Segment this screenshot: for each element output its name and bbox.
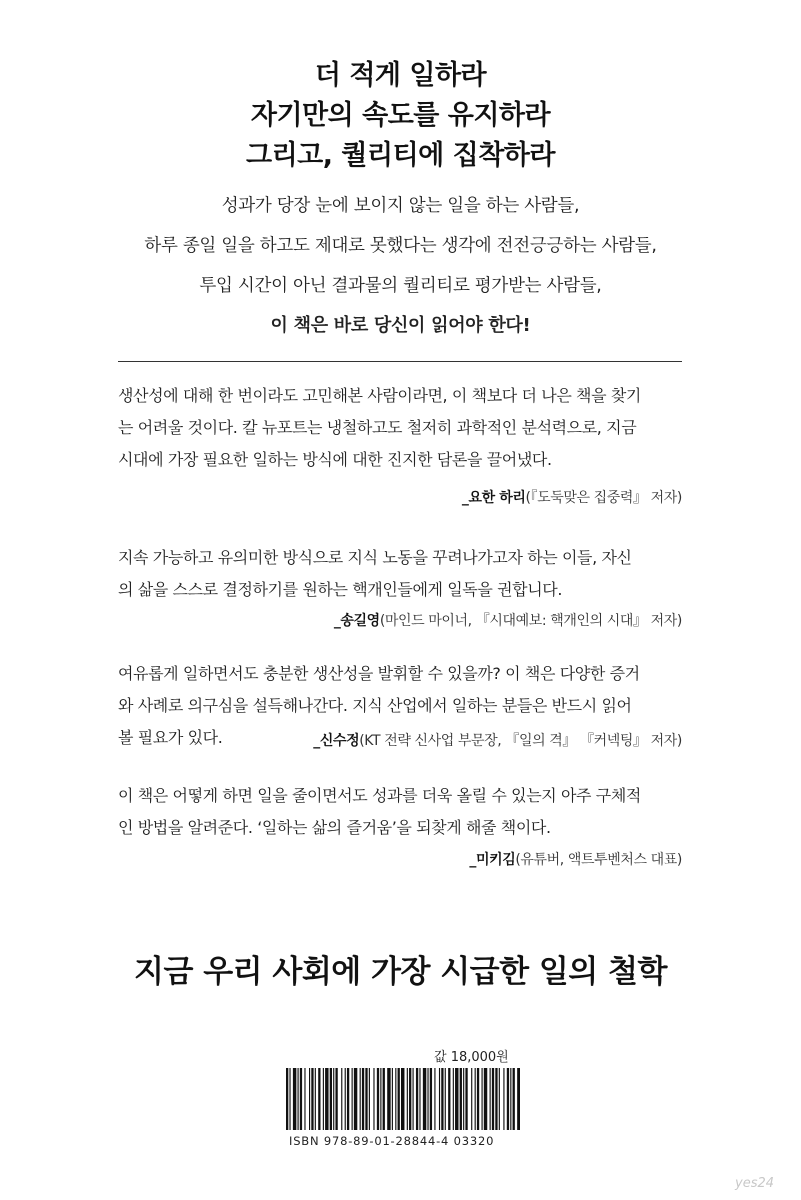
- barcode-bar: [471, 1068, 472, 1130]
- barcode-bar: [416, 1068, 418, 1130]
- barcode-bar: [499, 1068, 500, 1130]
- barcode-bar: [441, 1068, 443, 1130]
- barcode-bar: [304, 1068, 305, 1130]
- review-2-line-2: 의 삶을 스스로 결정하기를 원하는 핵개인들에게 일독을 권합니다.: [118, 580, 563, 599]
- review-4-credit: (유튜버, 액트투벤처스 대표): [515, 852, 682, 868]
- review-3-attribution: [313, 730, 682, 750]
- barcode-bar: [289, 1068, 290, 1130]
- barcode-bar: [377, 1068, 379, 1130]
- barcode-bar: [453, 1068, 454, 1130]
- barcode-bar: [309, 1068, 310, 1130]
- barcode-bar: [477, 1068, 479, 1130]
- barcode-bar: [311, 1068, 313, 1130]
- barcode-bar: [395, 1068, 396, 1130]
- barcode-bar: [439, 1068, 440, 1130]
- watermark: yes24: [735, 1176, 775, 1191]
- barcode-bar: [503, 1068, 504, 1130]
- barcode-bar: [407, 1068, 408, 1130]
- barcode-bar: [465, 1068, 467, 1130]
- barcode-bar: [286, 1068, 288, 1130]
- barcode-bar: [325, 1068, 328, 1130]
- review-4-attribution: [469, 849, 682, 869]
- barcode-bar: [330, 1068, 332, 1130]
- barcode-bar: [490, 1068, 491, 1130]
- barcode-bar: [434, 1068, 435, 1130]
- isbn-text: ISBN 978-89-01-28844-4 03320: [289, 1134, 495, 1148]
- barcode-bar: [419, 1068, 420, 1130]
- barcode-bar: [510, 1068, 511, 1130]
- barcode-bar: [345, 1068, 346, 1130]
- review-2-line-1: 지속 가능하고 유의미한 방식으로 지식 노동을 꾸려나가고자 하는 이들, 자신: [118, 548, 632, 567]
- barcode-bar: [460, 1068, 462, 1130]
- barcode-bar: [373, 1068, 374, 1130]
- barcode-bar: [362, 1068, 364, 1130]
- barcode-bar: [380, 1068, 381, 1130]
- headline-1: 더 적게 일하라: [314, 60, 487, 91]
- review-2: [118, 542, 682, 606]
- barcode-bar: [413, 1068, 414, 1130]
- headline-2: 자기만의 속도를 유지하라: [250, 100, 551, 131]
- barcode-bar: [445, 1068, 446, 1130]
- barcode-bar: [513, 1068, 515, 1130]
- price-label: 값 18,000원: [434, 1050, 509, 1065]
- barcode-bar: [360, 1068, 361, 1130]
- barcode-bar: [482, 1068, 483, 1130]
- barcode-bar: [300, 1068, 302, 1130]
- barcode-bar: [507, 1068, 509, 1130]
- review-1: [118, 380, 682, 476]
- barcode-bar: [517, 1068, 520, 1130]
- barcode-bar: [293, 1068, 296, 1130]
- barcode-bar: [392, 1068, 393, 1130]
- review-1-line-1: 생산성에 대해 한 번이라도 고민해본 사람이라면, 이 책보다 더 나은 책을 찾기: [118, 386, 641, 405]
- intro-line-1: 성과가 당장 눈에 보이지 않는 일을 하는 사람들,: [221, 196, 580, 216]
- barcode-bar: [335, 1068, 337, 1130]
- review-4-line-1: 이 책은 어떻게 하면 일을 줄이면서도 성과를 더욱 올릴 수 있는지 아주 구체적: [118, 786, 641, 805]
- review-3-credit: (KT 전략 신사업 부문장, 『일의 격』 『커넥팅』 저자): [359, 733, 682, 749]
- barcode-bar: [409, 1068, 411, 1130]
- barcode-bar: [347, 1068, 349, 1130]
- barcode-bar: [318, 1068, 320, 1130]
- review-2-attribution: [334, 610, 682, 630]
- barcode-bar: [383, 1068, 385, 1130]
- review-1-attribution: [462, 487, 682, 507]
- barcode-bar: [484, 1068, 487, 1130]
- barcode-bar: [398, 1068, 400, 1130]
- barcode-bar: [369, 1068, 370, 1130]
- review-3-line-2: 와 사례로 의구심을 설득해나간다. 지식 산업에서 일하는 분들은 반드시 읽어: [118, 696, 632, 715]
- review-3-author: _신수정: [313, 733, 360, 749]
- barcode-bar: [430, 1068, 432, 1130]
- barcode-bar: [341, 1068, 342, 1130]
- section-divider: [118, 361, 682, 362]
- review-4-line-2: 인 방법을 알려준다. ‘일하는 삶의 즐거움’을 되찾게 해줄 책이다.: [118, 818, 551, 837]
- barcode-bar: [463, 1068, 464, 1130]
- barcode-bar: [354, 1068, 357, 1130]
- barcode-bar: [475, 1068, 476, 1130]
- barcode-bar: [448, 1068, 450, 1130]
- review-3-line-3: 볼 필요가 있다.: [118, 728, 223, 747]
- barcode-bar: [323, 1068, 324, 1130]
- review-4: [118, 780, 682, 844]
- review-2-author: _송길영: [333, 613, 380, 629]
- barcode-bar: [298, 1068, 299, 1130]
- review-3-line-1: 여유롭게 일하면서도 충분한 생산성을 발휘할 수 있을까? 이 책은 다양한 증거: [118, 664, 640, 683]
- intro-line-2: 하루 종일 일을 하고도 제대로 못했다는 생각에 전전긍긍하는 사람들,: [144, 236, 657, 256]
- barcode-bar: [365, 1068, 367, 1130]
- review-4-author: _미키김: [469, 852, 516, 868]
- review-1-line-3: 시대에 가장 필요한 일하는 방식에 대한 진지한 담론을 끌어냈다.: [118, 450, 552, 469]
- barcode-bar: [455, 1068, 458, 1130]
- barcode-bar: [333, 1068, 334, 1130]
- review-1-credit: (『도둑맞은 집중력』 저자): [525, 490, 682, 506]
- review-2-credit: (마인드 마이너, 『시대예보: 핵개인의 시대』 저자): [379, 613, 682, 629]
- barcode-bar: [495, 1068, 497, 1130]
- barcode-graphic: [286, 1068, 520, 1130]
- intro-emphasis: 이 책은 바로 당신이 읽어야 한다!: [270, 315, 531, 336]
- review-1-line-2: 는 어려울 것이다. 칼 뉴포트는 냉철하고도 철저히 과학적인 분석력으로, 지금: [118, 418, 637, 437]
- review-1-author: _요한 하리: [461, 490, 526, 506]
- barcode-bar: [492, 1068, 494, 1130]
- barcode-bar: [352, 1068, 353, 1130]
- barcode-bar: [387, 1068, 390, 1130]
- intro-line-3: 투입 시간이 아닌 결과물의 퀄리티로 평가받는 사람들,: [199, 276, 602, 296]
- headline-3: 그리고, 퀄리티에 집착하라: [246, 140, 555, 171]
- barcode-bar: [401, 1068, 404, 1130]
- barcode-bar: [423, 1068, 426, 1130]
- barcode-bar: [315, 1068, 316, 1130]
- barcode-bar: [427, 1068, 428, 1130]
- tagline: 지금 우리 사회에 가장 시급한 일의 철학: [134, 954, 667, 990]
